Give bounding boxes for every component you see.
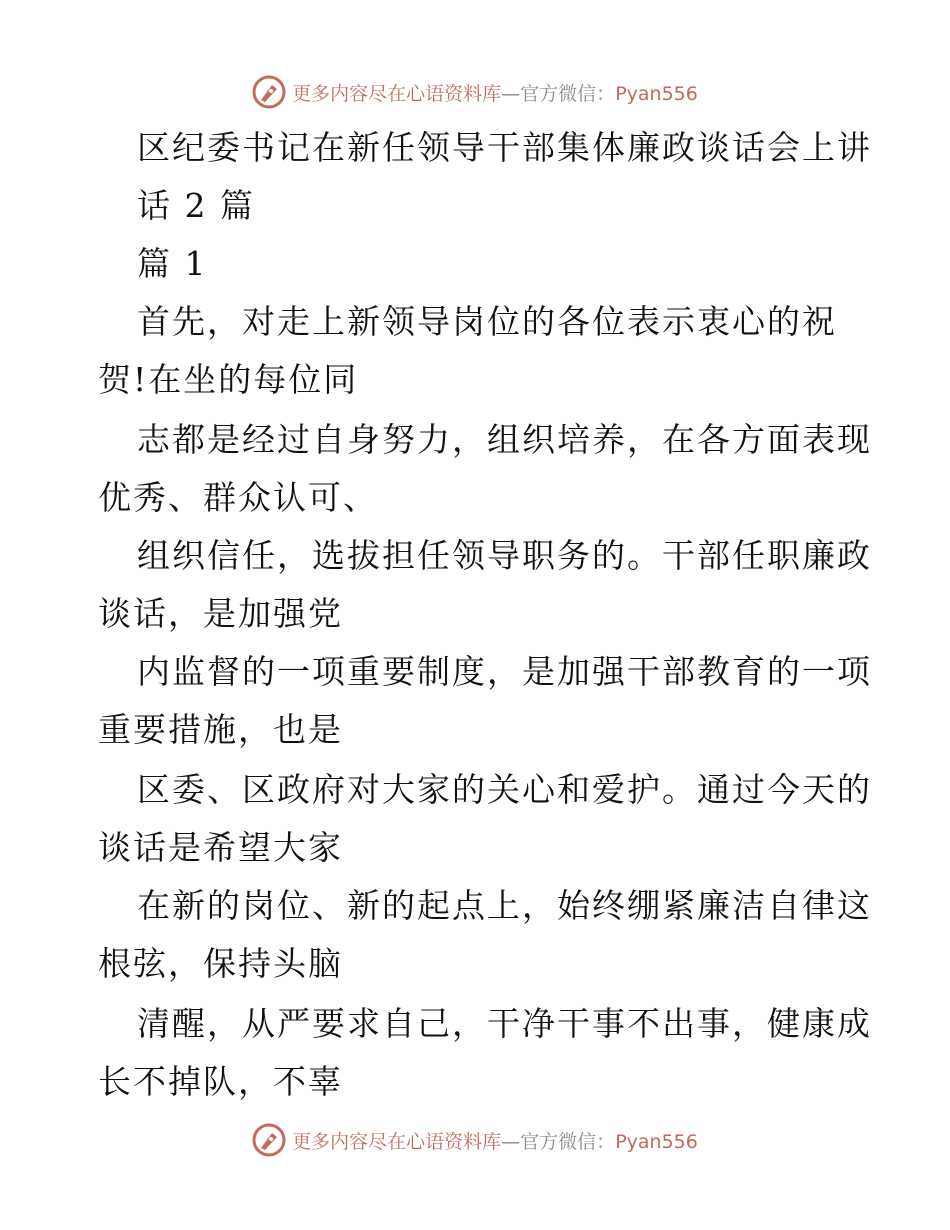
- watermark-separator: —: [501, 1130, 521, 1153]
- watermark-text: [292, 1127, 698, 1154]
- paragraph-line: 区委、区政府对大家的关心和爱护。通过今天的: [137, 770, 872, 809]
- paragraph-line: 根弦，保持头脑: [98, 944, 343, 983]
- watermark-main: 更多内容尽在心语资料库: [292, 82, 502, 105]
- paragraph-line: 内监督的一项重要制度，是加强干部教育的一项: [137, 652, 872, 691]
- paragraph-line: 长不掉队，不辜: [98, 1062, 343, 1101]
- paragraph-line: 清醒，从严要求自己，干净干事不出事，健康成: [137, 1004, 872, 1043]
- paragraph-line: 在新的岗位、新的起点上，始终绷紧廉洁自律这: [137, 886, 872, 925]
- paragraph-line: 志都是经过自身努力，组织培养，在各方面表现: [137, 420, 872, 459]
- paragraph-line: 重要措施，也是: [98, 710, 343, 749]
- document-title-line-2: 话 2 篇: [137, 186, 255, 225]
- pen-nib-logo-icon: [252, 75, 286, 109]
- header-watermark: [0, 72, 950, 112]
- watermark-id: Pyan556: [615, 82, 698, 105]
- section-heading: 篇 1: [137, 244, 208, 283]
- document-title-line-1: 区纪委书记在新任领导干部集体廉政谈话会上讲: [137, 128, 872, 167]
- watermark-text: [292, 79, 698, 106]
- paragraph-line: 首先，对走上新领导岗位的各位表示衷心的祝: [137, 302, 837, 341]
- watermark-id: Pyan556: [615, 1130, 698, 1153]
- watermark-side: 官方微信：: [520, 82, 616, 105]
- paragraph-line: 优秀、群众认可、: [98, 478, 378, 517]
- watermark-side: 官方微信：: [520, 1130, 616, 1153]
- watermark-main: 更多内容尽在心语资料库: [292, 1130, 502, 1153]
- watermark-separator: —: [501, 82, 521, 105]
- footer-watermark: [0, 1120, 950, 1160]
- paragraph-line: 谈话，是加强党: [98, 594, 343, 633]
- pen-nib-logo-icon: [252, 1123, 286, 1157]
- paragraph-line: 贺!在坐的每位同: [98, 360, 359, 399]
- paragraph-line: 组织信任，选拔担任领导职务的。干部任职廉政: [137, 536, 872, 575]
- paragraph-line: 谈话是希望大家: [98, 828, 343, 867]
